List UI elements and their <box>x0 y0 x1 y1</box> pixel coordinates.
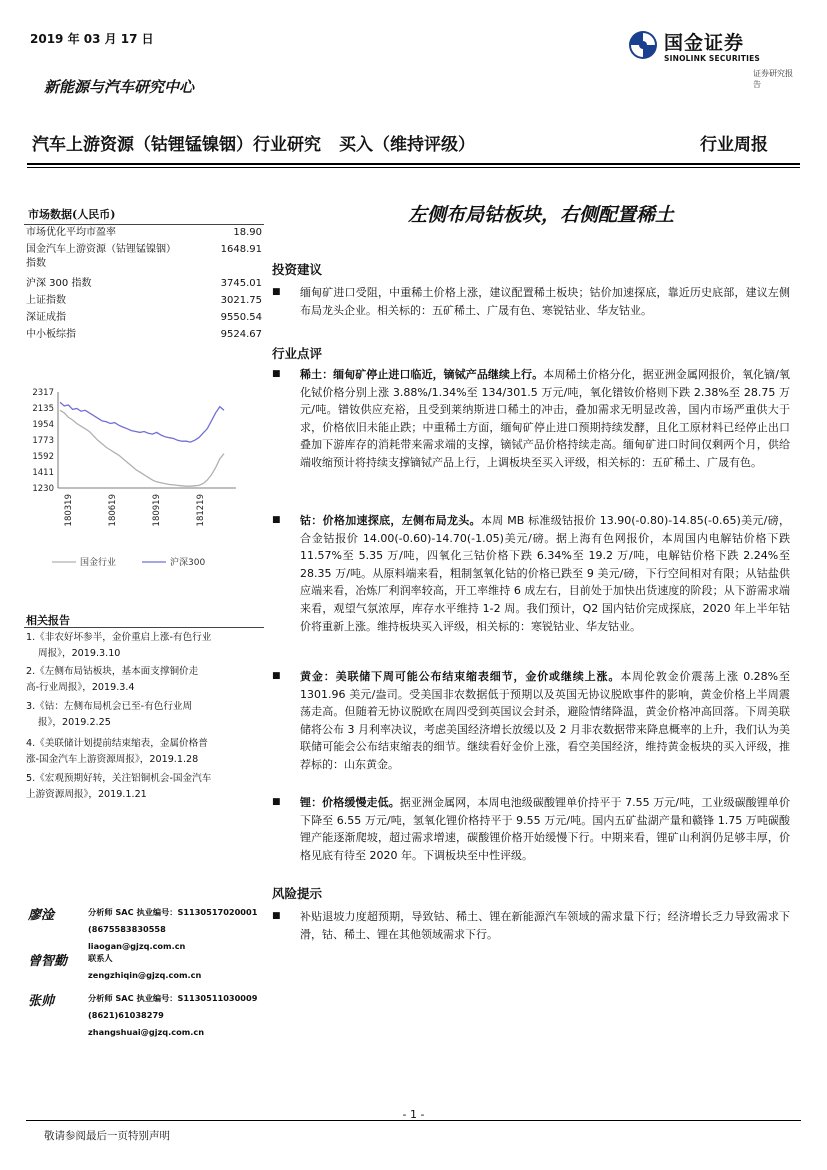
square-bullet-icon: ■ <box>272 515 281 525</box>
chart-y-tick-label: 2135 <box>32 404 54 414</box>
market-value: 3745.01 <box>220 278 262 289</box>
report-rating: 买入（维持评级） <box>339 135 475 155</box>
chart-x-tick-label: 180319 <box>64 494 74 527</box>
invest-paragraph <box>272 284 790 319</box>
market-value: 9550.54 <box>220 312 262 323</box>
square-bullet-icon: ■ <box>272 287 281 297</box>
rare-earth-heading: 稀土：缅甸矿停止进口临近，镝铽产品继续上行。 <box>300 368 544 381</box>
chart-y-tick-label: 1954 <box>32 420 54 430</box>
header-divider <box>27 163 800 165</box>
section-title-industry: 行业点评 <box>272 346 323 361</box>
chart-series-hs300-line <box>60 402 224 442</box>
brand-english-name: SINOLINK SECURITIES <box>664 54 761 63</box>
chart-y-tick-label: 1230 <box>32 484 54 494</box>
rare-earth-paragraph <box>272 366 790 472</box>
related-report-line: 涨-国金汽车上游资源周报》，2019.1.28 <box>26 753 199 765</box>
index-line-chart <box>24 384 264 574</box>
gold-paragraph <box>272 668 790 774</box>
related-report-item[interactable] <box>26 736 264 767</box>
page-number: - 1 - <box>402 1108 425 1121</box>
legend-label: 沪深300 <box>170 558 206 568</box>
related-reports-title: 相关报告 <box>26 614 70 627</box>
section-title-investment: 投资建议 <box>272 262 323 277</box>
analyst-info <box>88 950 201 984</box>
cobalt-paragraph <box>272 512 790 635</box>
research-center-name: 新能源与汽车研究中心 <box>44 78 195 96</box>
related-report-line: 1.《非农好坏参半，金价重启上涨-有色行业 <box>26 632 212 643</box>
section-title-risk: 风险提示 <box>272 886 323 901</box>
related-report-line: 上游资源周报》，2019.1.21 <box>26 788 147 800</box>
chart-y-tick-label: 1592 <box>32 452 54 462</box>
cobalt-text: 本周 MB 标准级钴报价 13.90(-0.80)-14.85(-0.65)美元/磅，合金钴报价 14.00(-0.60)-14.70(-1.05)美元/磅。据上海有色网报价，本周国内电解钴价格下跌 11.57%至 5.35 万/吨，四氧化三钴价格下跌 6.34%至 19.2 万/吨，电解钴价格下跌 2.24%至 28.35 万/吨。从原料端来看，粗制氢氧化钴的价格已跌至 9 美元/磅，下行空间相对有限；从钴盐供应端来看，冶炼厂利润率较高，开工率维持 6 成左右，目前处于加快出货速度的阶段；从下游需求端来看，观望气氛浓厚，库存水平维持 1-2 周。我们预计，Q2 国内钴价完成探底，2020 年上半年钴价将重新上涨。维持板块买入评级，相关标的：寒锐钴业、华友钴业。 <box>300 514 790 633</box>
market-label: 深证成指 <box>26 312 66 323</box>
analyst-phone: (8675583830558 <box>88 924 166 934</box>
chart-y-tick-label: 2317 <box>32 388 54 398</box>
report-title-line <box>32 130 475 155</box>
analyst-email[interactable]: zengzhiqin@gjzq.com.cn <box>88 970 202 980</box>
chart-x-tick-label: 181219 <box>196 494 206 527</box>
square-bullet-icon: ■ <box>272 797 281 807</box>
related-report-line: 高-行业周报》，2019.3.4 <box>26 681 135 693</box>
market-row <box>26 243 262 273</box>
market-label: 中小板综指 <box>26 329 76 340</box>
chart-x-tick-label: 180919 <box>152 494 162 527</box>
footer-divider <box>26 1120 801 1121</box>
related-report-line: 3.《钴：左侧布局机会已至-有色行业周 <box>26 701 193 712</box>
related-reports-divider <box>24 627 264 628</box>
market-value: 9524.67 <box>220 329 262 340</box>
analyst-sac: 分析师 SAC 执业编号：S1130511030009 <box>88 993 258 1003</box>
disclaimer-note: 敬请参阅最后一页特别声明 <box>44 1130 170 1142</box>
analyst-info <box>88 904 257 955</box>
related-report-item[interactable] <box>26 630 264 661</box>
analyst-name: 廖淦 <box>28 908 55 923</box>
report-title: 汽车上游资源（钴锂锰镍铟）行业研究 <box>32 135 321 155</box>
chart-series-industry-line <box>60 410 224 486</box>
cobalt-heading: 钴：价格加速探底，左侧布局龙头。 <box>300 514 481 527</box>
related-report-item[interactable] <box>26 699 264 730</box>
brand-name: 国金证券 <box>664 32 745 54</box>
related-report-item[interactable] <box>26 664 264 695</box>
market-label: 市场优化平均市盈率 <box>26 227 116 238</box>
legend-label: 国金行业 <box>80 558 117 568</box>
analyst-name: 张帅 <box>28 994 55 1009</box>
brand-subtitle: 证券研究报告 <box>753 69 793 89</box>
square-bullet-icon: ■ <box>272 671 281 681</box>
analyst-info <box>88 990 257 1041</box>
market-label: 国金汽车上游资源（钴锂锰镍铟）指数 <box>26 244 176 269</box>
analyst-sac: 分析师 SAC 执业编号：S1130517020001 <box>88 907 258 917</box>
main-headline: 左侧布局钴板块，右侧配置稀土 <box>407 204 674 226</box>
invest-text: 缅甸矿进口受阻，中重稀土价格上涨，建议配置稀土板块；钴价加速探底，靠近历史底部，建议左侧布局龙头企业。相关标的：五矿稀土、广晟有色、寒锐钴业、华友钴业。 <box>300 286 790 317</box>
market-value: 18.90 <box>233 227 262 238</box>
sinolink-logo-icon <box>628 30 658 60</box>
related-report-item[interactable] <box>26 771 264 802</box>
lithium-paragraph <box>272 794 790 864</box>
chart-y-tick-label: 1773 <box>32 436 54 446</box>
market-value: 1648.91 <box>220 244 262 255</box>
related-report-line: 4.《美联储计划提前结束缩表，金属价格普 <box>26 738 208 749</box>
related-report-line: 2.《左侧布局钴板块，基本面支撑铜价走 <box>26 666 199 677</box>
analyst-email[interactable]: liaogan@gjzq.com.cn <box>88 941 186 951</box>
analyst-name: 曾智勤 <box>28 954 68 969</box>
chart-x-tick-label: 180619 <box>108 494 118 527</box>
brand-logo <box>628 26 796 89</box>
gold-text: 本周伦敦金价震荡上涨 0.28%至 1301.96 美元/盎司。受美国非农数据低于预期以及英国无协议脱欧事件的影响，黄金价格上半周震荡走高。但随着无协议脱欧在周四受到英国议会封杀，避险情绪降温，黄金价格冲高回落。下周美联储将公布 3 月利率决议，考虑美国经济增长放缓以及 2 月非农数据带来降息概率的上升，我们认为美联储可能会公布结束缩表的细节。继续看好金价上涨，看空美国经济，维持黄金板块的买入评级，推荐标的：山东黄金。 <box>300 670 790 771</box>
report-type: 行业周报 <box>700 135 768 155</box>
lithium-text: 据亚洲金属网，本周电池级碳酸锂单价持平于 7.55 万元/吨，工业级碳酸锂单价下降至 6.55 万元/吨，氢氧化锂价格持平于 9.55 万元/吨。国内五矿盐湖产量和赣锋 1.75 万吨碳酸锂产能逐渐爬坡，超过需求增速，碳酸锂价格开始缓慢下行。中期来看，锂矿山利润仍足够丰厚，价格见底有待至 2020 年。下调板块至中性评级。 <box>300 796 790 862</box>
market-data-divider <box>24 224 264 225</box>
risk-paragraph <box>272 908 790 943</box>
gold-heading: 黄金：美联储下周可能公布结束缩表细节，金价或继续上涨。 <box>300 670 621 683</box>
header-divider-thin <box>27 167 800 168</box>
report-date: 2019 年 03 月 17 日 <box>30 32 154 46</box>
market-label: 上证指数 <box>26 295 66 306</box>
related-report-line: 5.《宏观预期好转，关注铝铜机会-国金汽车 <box>26 773 212 784</box>
analyst-phone: (8621)61038279 <box>88 1010 164 1020</box>
lithium-heading: 锂：价格缓慢走低。 <box>300 796 400 809</box>
related-report-line: 报》，2019.2.25 <box>38 716 111 728</box>
related-report-line: 周报》，2019.3.10 <box>38 647 121 659</box>
risk-text: 补贴退坡力度超预期，导致钴、稀土、锂在新能源汽车领域的需求量下行；经济增长乏力导致需求下滑，钴、稀土、锂在其他领域需求下行。 <box>300 910 790 941</box>
analyst-email[interactable]: zhangshuai@gjzq.com.cn <box>88 1027 205 1037</box>
analyst-role: 联系人 <box>88 953 113 963</box>
square-bullet-icon: ■ <box>272 911 281 921</box>
rare-earth-text: 本周稀土价格分化，据亚洲金属网报价，氧化镝/氧化铽价格分别上涨 3.88%/1.34%至 134/301.5 万元/吨，氧化镨钕价格则下跌 2.38%至 28.75 万元/吨。镨钕供应充裕，且受到莱纳斯进口稀土的冲击，叠加需求无明显改善，国内市场严重供大于求，价格依旧未能止跌；中重稀土方面，缅甸矿停止进口预期持续发酵，且化工原材料已经停止出口叠加下游库存的消耗带来需求端的支撑，镝铽产品价格持续走高。缅甸矿进口时间仅剩两个月，供给端收缩预计将持续支撑镝铽产品上行，上调板块至买入评级，相关标的：五矿稀土、广晟有色。 <box>300 368 790 469</box>
market-value: 3021.75 <box>220 295 262 306</box>
chart-y-tick-label: 1411 <box>32 468 54 478</box>
market-label: 沪深 300 指数 <box>26 278 92 289</box>
square-bullet-icon: ■ <box>272 369 281 379</box>
market-data-title: 市场数据(人民币) <box>28 208 116 221</box>
